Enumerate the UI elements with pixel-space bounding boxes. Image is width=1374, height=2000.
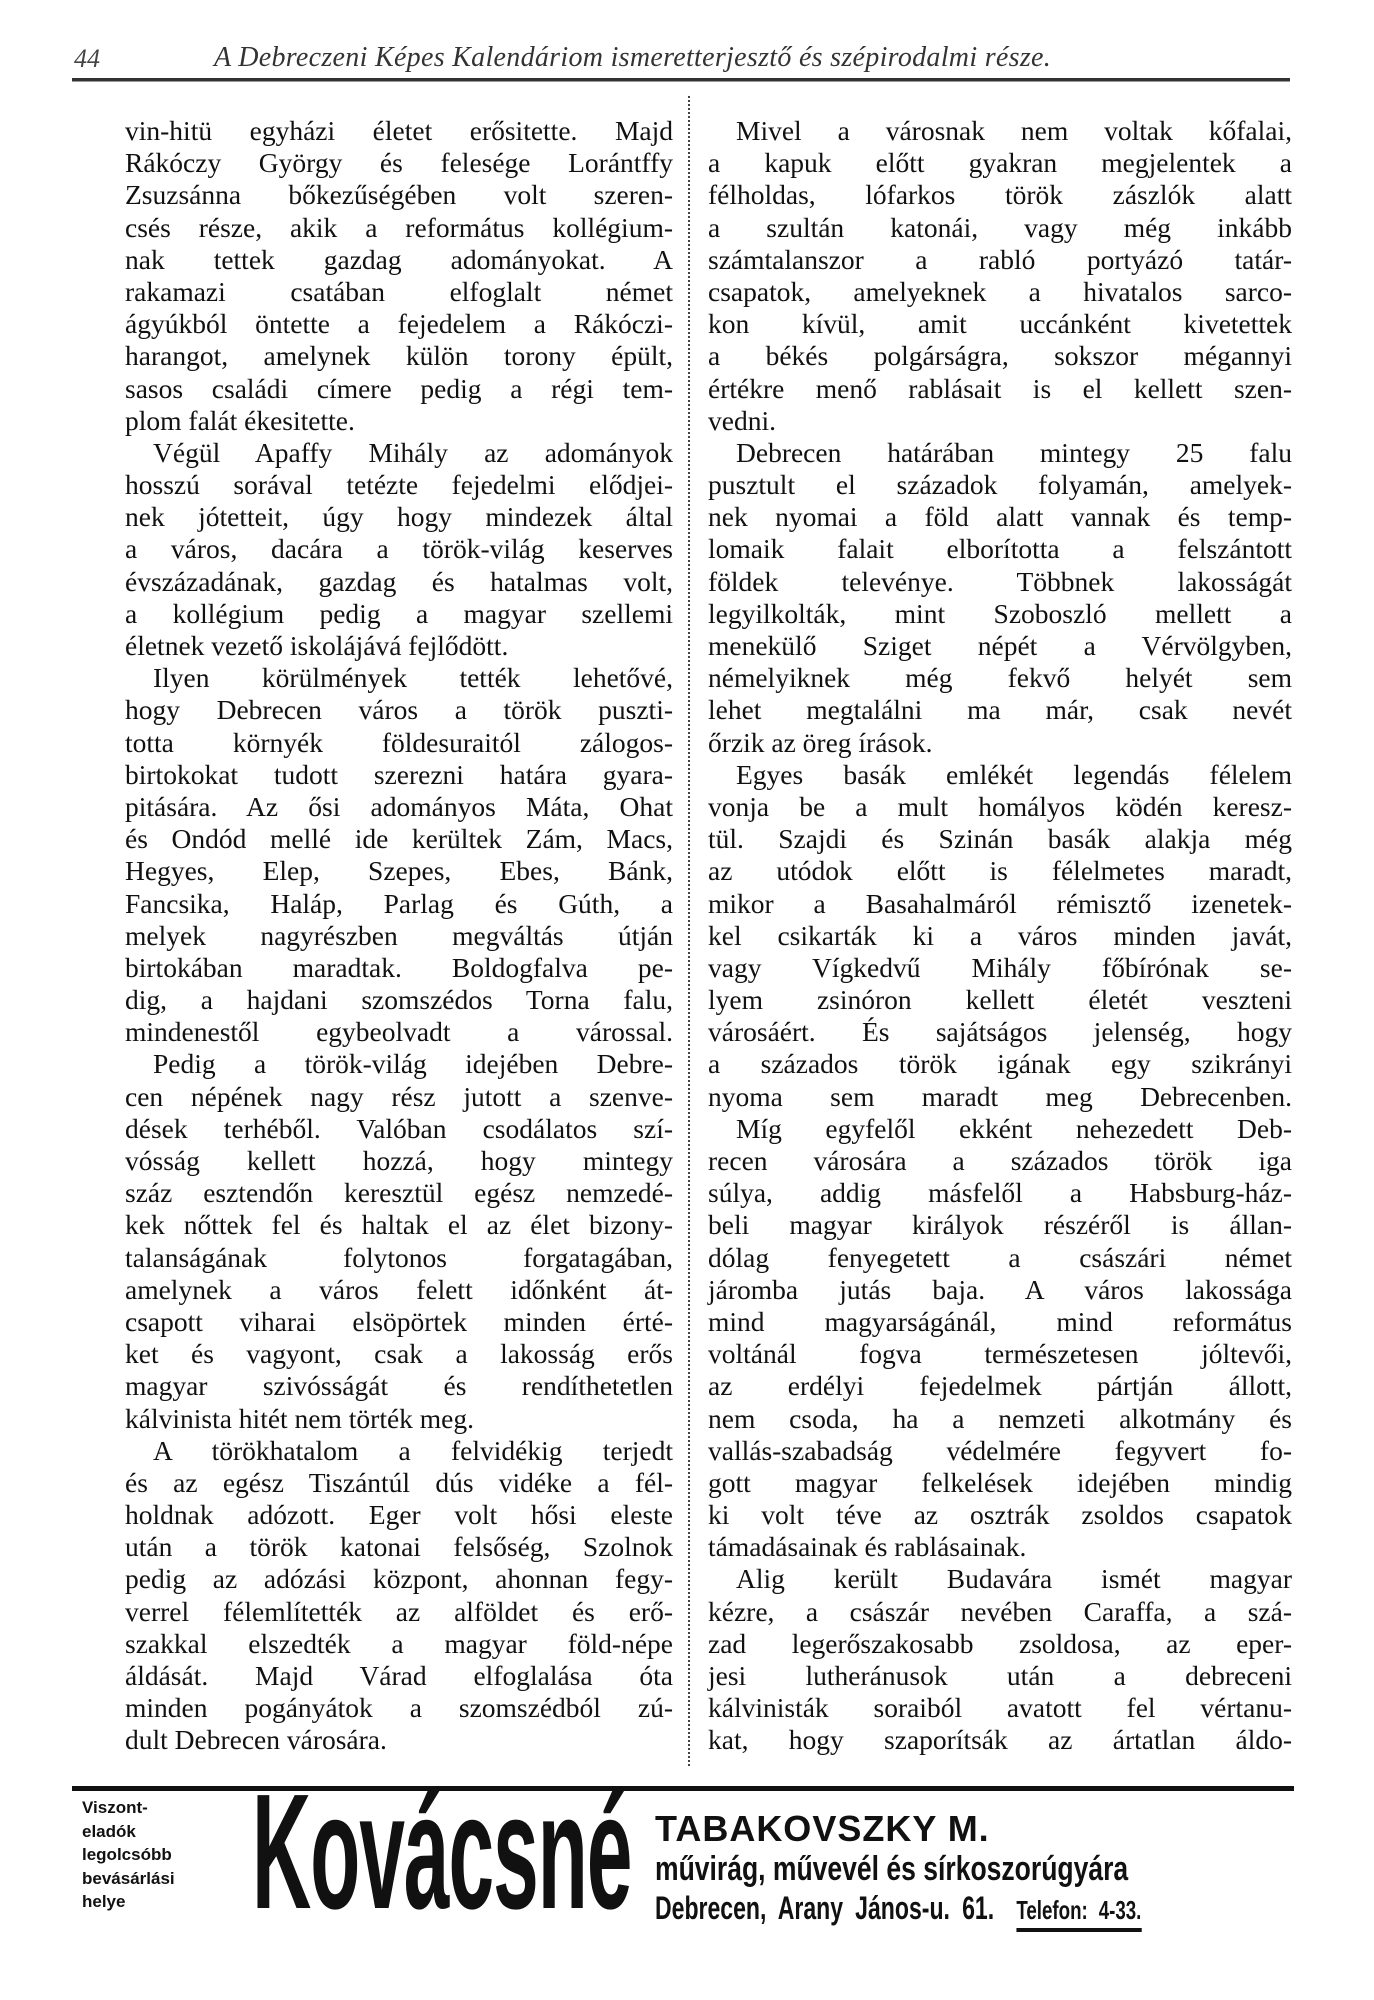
text-line: némelyiknek még fekvő helyét sem [708, 662, 1292, 694]
text-line: rakamazi csatában elfoglalt német [125, 275, 673, 307]
text-line: nyoma sem maradt meg Debrecenben. [708, 1080, 1292, 1112]
ad-company-name: TABAKOVSZKY M. [655, 1808, 990, 1849]
text-line: sasos családi címere pedig a régi tem- [125, 372, 673, 404]
text-line: beli magyar királyok részéről is állan- [708, 1209, 1292, 1241]
text-line: recen városára a százados török iga [708, 1145, 1292, 1176]
text-line: lomaik falait elborította a felszántott [708, 533, 1292, 565]
text-line: nem csoda, ha a nemzeti alkotmány és [708, 1402, 1292, 1434]
text-line: ki volt téve az osztrák zsoldos csapatok [708, 1499, 1292, 1531]
text-line: városáért. És sajátságos jelenség, hogy [708, 1016, 1292, 1048]
ad-tagline-line: helye [82, 1892, 126, 1911]
text-line: áldását. Majd Várad elfoglalása óta [125, 1660, 673, 1691]
text-line: kel csikarták ki a város minden javát, [708, 919, 1292, 951]
text-line: totta környék földesuraitól zálogos- [125, 726, 673, 758]
ad-brand-name: Kovácsné [252, 1760, 632, 1943]
text-line: nak tettek gazdag adományokat. A [125, 243, 673, 275]
text-line: csés része, akik a református kollégium- [125, 211, 673, 243]
text-line: vallás-szabadság védelmére fegyvert fo- [708, 1434, 1292, 1466]
text-line: Egyes basák emlékét legendás félelem [736, 758, 1292, 790]
text-line: a százados török igának egy szikrányi [708, 1048, 1292, 1080]
text-line: az utódok előtt is félelmetes maradt, [708, 855, 1292, 887]
text-line: plom falát ékesitette. [125, 404, 355, 436]
text-line: száz esztendőn keresztül egész nemzedé- [125, 1177, 673, 1209]
left-text-column [125, 115, 673, 1757]
page-number: 44 [74, 44, 100, 73]
text-line: Alig került Budavára ismét magyar [736, 1563, 1292, 1595]
text-line: tül. Szajdi és Szinán basák alakja még [708, 823, 1292, 855]
text-line: Debrecen határában mintegy 25 falu [736, 436, 1292, 468]
text-line: vonja be a mult homályos ködén keresz- [708, 790, 1292, 822]
text-line: Rákóczy György és felesége Lorántffy [125, 147, 673, 179]
text-line: hosszú sorával tetézte fejedelmi elődjei- [125, 469, 673, 501]
ad-address: Debrecen, Arany János-u. 61. [655, 1890, 995, 1926]
text-line: kézre, a császár nevében Caraffa, a szá- [708, 1595, 1292, 1627]
text-line: kon kívül, amit uccánként kivetettek [708, 308, 1292, 340]
text-line: Pedig a török-világ idejében Debre- [153, 1048, 673, 1080]
text-line: a békés polgárságra, sokszor mégannyi [708, 340, 1292, 372]
ad-phone: Telefon: 4-33. [1016, 1895, 1141, 1932]
text-line: kek nőttek fel és haltak el az élet bizony- [125, 1209, 673, 1241]
text-line: súlya, addig másfelől a Habsburg-ház- [708, 1177, 1292, 1209]
text-line: pedig az adózási központ, ahonnan fegy- [125, 1563, 673, 1595]
text-line: Végül Apaffy Mihály az adományok [153, 436, 673, 468]
text-line: Mivel a városnak nem voltak kőfalai, [736, 115, 1292, 146]
text-line: évszázadának, gazdag és hatalmas volt, [125, 565, 673, 597]
text-line: Míg egyfelől ekként nehezedett Deb- [736, 1112, 1292, 1144]
text-line: nek nyomai a föld alatt vannak és temp- [708, 501, 1292, 533]
text-line: az erdélyi fejedelmek pártján állott, [708, 1370, 1292, 1402]
text-line: vagy Vígkedvű Mihály főbírónak se- [708, 951, 1292, 983]
text-line: lyem zsinóron kellett életét veszteni [708, 984, 1292, 1016]
text-line: és Ondód mellé ide kerültek Zám, Macs, [125, 823, 673, 855]
text-line: talanságának folytonos forgatagában, [125, 1241, 673, 1273]
text-line: számtalanszor a rabló portyázó tatár- [708, 243, 1292, 275]
text-line: Hegyes, Elep, Szepes, Ebes, Bánk, [125, 855, 673, 887]
text-line: vedni. [708, 404, 776, 436]
text-line: holdnak adózott. Eger volt hősi eleste [125, 1499, 673, 1531]
text-line: menekülő Sziget népét a Vérvölgyben, [708, 630, 1292, 661]
text-line: hogy Debrecen város a török puszti- [125, 694, 673, 726]
text-line: Zsuzsánna bőkezűségében volt szeren- [125, 179, 673, 211]
text-line: és az egész Tiszántúl dús vidéke a fél- [125, 1466, 673, 1498]
text-line: vósság kellett hozzá, hogy mintegy [125, 1145, 673, 1176]
text-line: zad legerőszakosabb zsoldosa, az eper- [708, 1627, 1292, 1659]
ad-tagline-line: eladók [82, 1821, 136, 1841]
text-line: harangot, amelynek külön torony épült, [125, 340, 673, 372]
text-line: őrzik az öreg írások. [708, 726, 933, 758]
text-line: vin-hitü egyházi életet erősitette. Majd [125, 115, 673, 146]
text-line: birtokokat tudott szerezni határa gyara- [125, 758, 673, 790]
text-line: nek jótetteit, úgy hogy mindezek által [125, 501, 673, 533]
text-line: cen népének nagy rész jutott a szenve- [125, 1080, 673, 1112]
ad-description: művirág, művevél és sírkoszorúgyára [655, 1850, 1129, 1888]
text-line: dig, a hajdani szomszédos Torna falu, [125, 984, 673, 1016]
text-line: magyar szivósságát és rendíthetetlen [125, 1370, 673, 1402]
running-title: A Debreczeni Képes Kalendáriom ismeretterjesztő és szépirodalmi része. [214, 42, 1052, 73]
text-line: a kollégium pedig a magyar szellemi [125, 597, 673, 629]
text-line: legyilkolták, mint Szoboszló mellett a [708, 597, 1292, 629]
text-line: jesi lutheránusok után a debreceni [708, 1660, 1292, 1691]
text-line: csapatok, amelyeknek a hivatalos sarco- [708, 275, 1292, 307]
text-line: dult Debrecen városára. [125, 1724, 387, 1756]
text-line: dólag fenyegetett a császári német [708, 1241, 1292, 1273]
text-line: csapott viharai elsöpörtek minden érté- [125, 1305, 673, 1337]
text-line: pusztult el századok folyamán, amelyek- [708, 469, 1292, 501]
text-line: dések terhéből. Valóban csodálatos szí- [125, 1112, 673, 1144]
text-line: ágyúkból öntette a fejedelem a Rákóczi- [125, 308, 673, 340]
text-line: járomba jutás baja. A város lakossága [708, 1273, 1292, 1305]
text-line: mindenestől egybeolvadt a várossal. [125, 1016, 673, 1048]
text-line: a város, dacára a török-világ keserves [125, 533, 673, 565]
text-line: mind magyarságánál, mind református [708, 1305, 1292, 1337]
text-line: félholdas, lófarkos török zászlók alatt [708, 179, 1292, 211]
text-line: földek televénye. Többnek lakosságát [708, 565, 1292, 597]
text-line: támadásainak és rablásainak. [708, 1531, 1027, 1563]
ad-address-line [655, 1890, 1141, 1932]
text-line: lehet megtalálni ma már, csak nevét [708, 694, 1292, 726]
ad-tagline-line: bevásárlási [82, 1868, 175, 1888]
ad-tagline-line: Viszont- [82, 1798, 148, 1817]
column-divider [688, 96, 690, 1766]
text-line: Ilyen körülmények tették lehetővé, [153, 662, 673, 694]
right-text-column [708, 115, 1292, 1757]
text-line: birtokában maradtak. Boldogfalva pe- [125, 951, 673, 983]
text-line: ket és vagyont, csak a lakosság erős [125, 1338, 673, 1370]
text-line: életnek vezető iskolájává fejlődött. [125, 630, 509, 661]
ad-tagline [82, 1796, 175, 1914]
header-rule [72, 78, 1290, 82]
text-line: a szultán katonái, vagy még inkább [708, 211, 1292, 243]
text-line: mikor a Basahalmáról rémisztő izenetek- [708, 887, 1292, 919]
text-line: kálvinisták soraiból avatott fel vértanu- [708, 1692, 1292, 1724]
text-line: minden pogányátok a szomszédból zú- [125, 1692, 673, 1724]
text-line: melyek nagyrészben megváltás útján [125, 919, 673, 951]
text-line: verrel félemlítették az alföldet és erő- [125, 1595, 673, 1627]
text-line: gott magyar felkelések idejében mindig [708, 1466, 1292, 1498]
text-line: a kapuk előtt gyakran megjelentek a [708, 147, 1292, 179]
text-line: kat, hogy szaporítsák az ártatlan áldo- [708, 1724, 1292, 1756]
text-line: voltánál fogva természetesen jóltevői, [708, 1338, 1292, 1370]
text-line: A törökhatalom a felvidékig terjedt [153, 1434, 673, 1466]
text-line: pitására. Az ősi adományos Máta, Ohat [125, 790, 673, 822]
ad-tagline-line: legolcsóbb [82, 1845, 172, 1864]
text-line: kálvinista hitét nem törték meg. [125, 1402, 475, 1434]
text-line: Fancsika, Haláp, Parlag és Gúth, a [125, 887, 673, 919]
text-line: után a török katonai felsőség, Szolnok [125, 1531, 673, 1563]
text-line: szakkal elszedték a magyar föld-népe [125, 1627, 673, 1659]
text-line: amelynek a város felett időnként át- [125, 1273, 673, 1305]
text-line: értékre menő rablásait is el kellett szen- [708, 372, 1292, 404]
